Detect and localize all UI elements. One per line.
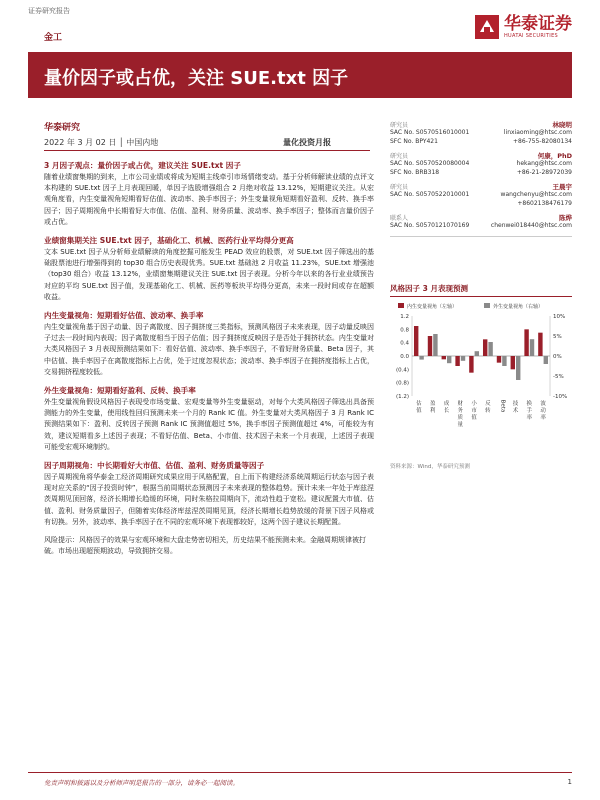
bar-inner-variable (511, 356, 515, 369)
bar-inner-variable (497, 356, 501, 363)
section-1 (44, 160, 374, 228)
main-column (44, 160, 374, 557)
date-line: 2022 年 3 月 02 日 │ 中国内地 (44, 138, 159, 147)
analyst-card (390, 182, 572, 208)
factor-forecast-chart (390, 300, 572, 450)
divider (390, 296, 572, 297)
category-label: 小市值 (471, 401, 477, 421)
section-4 (44, 385, 374, 453)
bar-inner-variable (469, 356, 473, 373)
chart-source: 资料来源：Wind，华泰研究预测 (390, 464, 470, 470)
bar-outer-variable (419, 356, 423, 360)
section-title: 因子周期视角：中长期看好大市值、估值、盈利、财务质量等因子 (44, 461, 265, 471)
analyst-sac: SAC No. S0570121070169 (390, 222, 470, 229)
analyst-email[interactable]: hekang@htsc.com (516, 160, 572, 167)
title-banner (28, 52, 572, 98)
analyst-phone: +86-21-28972039 (516, 168, 572, 176)
bar-outer-variable (488, 342, 492, 356)
analyst-card (390, 151, 572, 177)
bar-outer-variable (544, 356, 548, 364)
left-tick-label: (0.8) (395, 380, 409, 387)
analyst-email[interactable]: chenwei018440@htsc.com (490, 222, 572, 229)
legend-swatch (484, 303, 490, 308)
left-tick-label: 0.0 (400, 354, 409, 360)
bar-outer-variable (475, 351, 479, 356)
right-tick-label: -5% (553, 374, 564, 380)
category-label: 成长 (443, 401, 450, 414)
bar-outer-variable (516, 356, 520, 380)
report-category: 证券研究报告 (28, 7, 70, 15)
left-tick-label: 1.2 (400, 314, 409, 320)
section-2 (44, 235, 374, 303)
analyst-sac: SAC No. S0570520080004 (390, 160, 470, 167)
analyst-phone: +86-755-82080134 (513, 137, 572, 145)
bar-outer-variable (433, 334, 437, 356)
category-label: 反转 (485, 401, 491, 414)
analyst-card (390, 120, 572, 146)
section-body: 因子周期视角将华泰金工经济周期研究成果应用于风格配置，自上而下构建经济系统周期运行状态与因子表现对应关系的“因子投资时钟”，根据当前周期状态预测因子未来表现的整体趋势。预计未来一年处于库兹涅茨周期见顶回落，经济长期增长趋缓的环境，同时朱格拉周期向下，流动性趋于宽松。建议配置大市值、估值、盈利、财务质量因子，但随着实体经济库兹涅茨周期见顶，经济长期增长趋势放缓的背景下因子风格或有切换。另外，波动率、换手率因子在不同的宏观环境下表现都较好，这两个因子建议长期配置。 (44, 473, 374, 526)
section-title: 内生变量视角：短期看好估值、波动率、换手率 (44, 311, 204, 321)
right-tick-label: 10% (553, 314, 566, 320)
bar-outer-variable (461, 356, 465, 361)
analyst-email[interactable]: linxiaoming@htsc.com (503, 129, 572, 136)
bar-outer-variable (502, 356, 506, 366)
section-5 (44, 460, 374, 528)
bar-inner-variable (428, 336, 432, 356)
analyst-role: 联系人 (390, 215, 409, 222)
analyst-panel (390, 120, 572, 237)
section-body: 内生变量视角基于因子动量、因子离散度、因子拥挤度三类指标，预测风格因子未来表现，因子动量反映因子过去一段时间内表现；因子离散度相当于因子估值；因子拥挤度反映因子是否处于拥挤状态。内生变量对大类风格因子 3 月表现预测结果如下：看好估值、波动率、换手率因子，不看好财务质量、Beta 因子，其中估值、换手率因子在离散度指标上占优，处于过度忽视状态；波动率、换手率因子在拥挤度指标上占优，交易拥挤程度较低。 (44, 323, 374, 376)
left-tick-label: (1.2) (395, 394, 409, 400)
analyst-name: 何康，PhD (537, 152, 572, 160)
section-label: 金工 (44, 33, 63, 43)
category-label: 估值 (416, 401, 422, 414)
category-label: 技术 (512, 401, 519, 414)
bar-inner-variable (442, 356, 446, 359)
analyst-sfc: SFC No. BRB318 (390, 168, 440, 176)
legend-swatch (398, 303, 404, 308)
legend-label: 外生变量视角（右轴） (493, 304, 544, 310)
analyst-email[interactable]: wangchenyu@htsc.com (500, 191, 572, 198)
brand-name-en: HUATAI SECURITIES (504, 33, 558, 39)
disclaimer: 免责声明和披露以及分析师声明是报告的一部分，请务必一起阅读。 (44, 779, 239, 787)
analyst-name: 林晓明 (552, 121, 572, 129)
section-body: 外生变量视角假设风格因子表现受市场变量、宏观变量等外生变量驱动，对每个大类风格因子筛选出具备预测能力的外生变量，使用线性回归预测未来一个月的 Rank IC 值。外生变量对大类风格因子 3 月 Rank IC 预测结果如下：盈利、反转因子预测 Rank IC 预测值超过 5%，换手率因子预测值超过 4%，可能较为有效，建议短期看多上述因子表现；不看好估值、Beta、小市值、技术因子未来一个月表现，上述因子表现可能受宏观环境制约。 (44, 398, 374, 451)
analyst-role: 研究员 (390, 153, 409, 160)
section-title: 业绩窗集期关注 SUE.txt 因子，基础化工、机械、医药行业平均得分更高 (44, 236, 294, 246)
bar-inner-variable (455, 356, 459, 366)
left-tick-label: 0.4 (400, 340, 409, 347)
analyst-sac: SAC No. S0570522010001 (390, 191, 470, 198)
right-tick-label: -10% (553, 394, 568, 400)
divider (28, 772, 572, 773)
section-title: 3 月因子观点：量价因子或占优，建议关注 SUE.txt 因子 (44, 161, 241, 170)
divider (44, 150, 370, 151)
analyst-phone: +8602138476179 (517, 199, 572, 207)
section-3 (44, 310, 374, 378)
section-body: 文本 SUE.txt 因子从分析师业绩解读的角度挖掘可能发生 PEAD 效应的股票，对 SUE.txt 因子筛选出的基础股票池进行增强得到的 top30 组合历史表现优秀。SUE.txt 基础池 2 月收益 11.23%，SUE.txt 增强池（top30 组合）收益 13.12%，业绩窗集期建议关注 SUE.txt 因子表现。分析今年以来的各行业业绩预告对应的平均 SUE.txt 因子值，发现基础化工、机械、医药等板块平均得分更高，未来一段时间或存在超额收益。 (44, 248, 374, 301)
left-tick-label: (0.4) (395, 367, 409, 374)
right-tick-label: 5% (553, 334, 562, 340)
bar-inner-variable (414, 326, 418, 356)
report-type: 量化投资月报 (283, 138, 331, 147)
analyst-name: 陈烨 (559, 214, 572, 222)
analyst-name: 王晨宇 (552, 183, 572, 191)
bar-outer-variable (447, 356, 451, 363)
right-tick-label: 0% (553, 354, 562, 360)
chart-title: 风格因子 3 月表现预测 (390, 284, 468, 293)
analyst-sfc: SFC No. BPY421 (390, 137, 438, 145)
bar-inner-variable (483, 339, 487, 356)
analyst-role: 研究员 (390, 184, 409, 191)
analyst-card (390, 213, 572, 231)
brand (474, 14, 572, 40)
analyst-sac: SAC No. S0570516010001 (390, 129, 470, 136)
risk-warning: 风险提示：风格因子的效果与宏观环境和大盘走势密切相关，历史结果不能预测未来。金融周期规律被打破。市场出现超预期波动，导致拥挤交易。 (44, 536, 366, 556)
category-label: 波动率 (540, 401, 546, 421)
category-label: 盈利 (429, 401, 436, 414)
category-label: 换手率 (526, 401, 533, 421)
brand-name: 华泰证券 (504, 14, 572, 34)
divider (390, 236, 572, 237)
analyst-role: 研究员 (390, 122, 409, 129)
bar-inner-variable (524, 329, 528, 356)
report-title: 量价因子或占优，关注 SUE.txt 因子 (44, 68, 349, 89)
section-body: 随着业绩窗集期的到来，上市公司业绩或将成为短期主线牵引市场情绪变动。基于分析师解读业绩的点评文本构建的 SUE.txt 因子上月表现回暖，单因子选股增强组合 2 月绝对收益 13.12%，短期建议关注。从宏观角度看，内生变量视角短期看好估值、波动率、换手率因子；外生变量视角短期看好盈利、反转、换手率因子；因子周期视角中长期看好大市值、估值、盈利、财务质量、波动率、换手率因子；整体而言量价因子或占优。 (44, 173, 374, 226)
org-name: 华泰研究 (44, 123, 81, 133)
huatai-logo-icon (474, 14, 500, 40)
left-tick-label: 0.8 (400, 327, 409, 334)
page-number: 1 (567, 778, 572, 786)
bar-inner-variable (538, 333, 542, 356)
category-label: 财务质量 (457, 401, 464, 428)
category-label: Beta (499, 399, 506, 413)
section-title: 外生变量视角：短期看好盈利、反转、换手率 (44, 386, 196, 396)
bar-outer-variable (530, 339, 534, 356)
legend-label: 内生变量视角（左轴） (407, 304, 458, 310)
